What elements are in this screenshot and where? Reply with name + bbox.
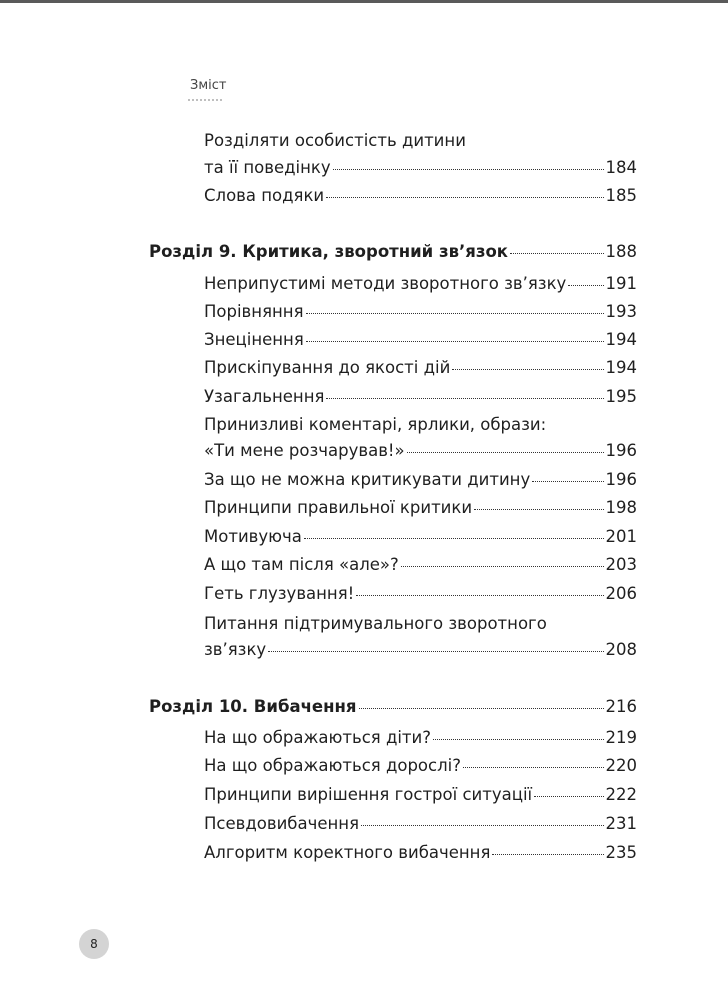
toc-entry-title: зв’язку (204, 640, 267, 659)
toc-entry-title: Геть глузування! (204, 584, 355, 603)
toc-chapter-title: Розділ 10. Вибачення (149, 697, 357, 716)
toc-entry-title: Знецінення (204, 330, 304, 349)
dot-leader (361, 825, 604, 826)
toc-entry-page: 191 (605, 274, 637, 293)
dot-leader (356, 595, 603, 596)
dot-leader (433, 739, 603, 740)
toc-entry (204, 302, 637, 322)
toc-entry-title-line: Питання підтримувального зворотного (204, 614, 547, 633)
toc-entry-title: На що ображаються діти? (204, 728, 432, 747)
toc-entry (204, 358, 637, 378)
toc-entry (204, 470, 637, 490)
toc-entry (204, 274, 637, 294)
toc-entry (204, 498, 637, 518)
toc-entry (204, 640, 637, 660)
toc-entry (204, 527, 637, 547)
dot-leader (407, 452, 604, 453)
toc-entry (204, 584, 637, 604)
toc-entry-title-line: Принизливі коментарі, ярлики, образи: (204, 415, 547, 434)
toc-chapter-page: 188 (605, 242, 637, 261)
toc-entry-title: «Ти мене розчарував!» (204, 441, 405, 460)
toc-entry-page: 184 (605, 158, 637, 177)
toc-entry-page: 196 (605, 470, 637, 489)
toc-entry-page: 220 (605, 756, 637, 775)
dot-leader (568, 285, 603, 286)
toc-entry-title: Мотивуюча (204, 527, 302, 546)
toc-entry-page: 222 (605, 785, 637, 804)
toc-chapter-page: 216 (605, 697, 637, 716)
toc-entry (204, 728, 637, 748)
toc-entry-page: 196 (605, 441, 637, 460)
toc-entry (204, 814, 637, 834)
toc-entry-page: 198 (605, 498, 637, 517)
dot-leader (333, 169, 604, 170)
toc-chapter-title: Розділ 9. Критика, зворотний зв’язок (149, 242, 509, 261)
toc-entry (204, 330, 637, 350)
top-border (0, 0, 728, 3)
toc-chapter (149, 697, 637, 717)
page-number-badge (79, 929, 109, 959)
toc-entry (204, 756, 637, 776)
toc-entry-title: Слова подяки (204, 186, 325, 205)
toc-entry-title: Псевдовибачення (204, 814, 359, 833)
toc-entry-page: 193 (605, 302, 637, 321)
toc-chapter (149, 242, 637, 262)
dot-leader (306, 313, 604, 314)
dot-leader (474, 509, 603, 510)
toc-entry-page: 195 (605, 387, 637, 406)
toc-entry-title: Принципи правильної критики (204, 498, 473, 517)
toc-entry-title: За що не можна критикувати дитину (204, 470, 531, 489)
toc-entry (204, 441, 637, 461)
toc-entry (204, 785, 637, 805)
toc-entry-page: 231 (605, 814, 637, 833)
dot-leader (326, 197, 603, 198)
dot-leader (306, 341, 604, 342)
toc-entry-page: 219 (605, 728, 637, 747)
toc-entry-title: Порівняння (204, 302, 304, 321)
toc-entry (204, 843, 637, 863)
dot-leader (326, 398, 603, 399)
dot-leader (492, 854, 603, 855)
running-head-underline (188, 99, 224, 101)
toc-entry (204, 186, 637, 206)
toc-entry-page: 194 (605, 358, 637, 377)
toc-entry-title: та її поведінку (204, 158, 331, 177)
running-head: Зміст (190, 78, 227, 93)
dot-leader (510, 253, 603, 254)
toc-entry-title: Прискіпування до якості дій (204, 358, 451, 377)
toc-entry (204, 158, 637, 178)
toc-entry (204, 387, 637, 407)
toc-entry-title: На що ображаються дорослі? (204, 756, 461, 775)
dot-leader (463, 767, 604, 768)
toc-entry-title: Алгоритм коректного вибачення (204, 843, 491, 862)
toc-entry-page: 208 (605, 640, 637, 659)
toc-entry-title: Узагальнення (204, 387, 325, 406)
toc-entry-page: 194 (605, 330, 637, 349)
dot-leader (401, 566, 604, 567)
toc-entry (204, 555, 637, 575)
toc-entry-title: Принципи вирішення гострої ситуації (204, 785, 533, 804)
toc-entry-title: Неприпустимі методи зворотного зв’язку (204, 274, 567, 293)
dot-leader (268, 651, 603, 652)
dot-leader (534, 796, 603, 797)
page-number: 8 (90, 937, 98, 951)
toc-entry-page: 235 (605, 843, 637, 862)
dot-leader (304, 538, 604, 539)
dot-leader (359, 708, 604, 709)
toc-entry-page: 201 (605, 527, 637, 546)
toc-entry-title: А що там після «але»? (204, 555, 399, 574)
toc-entry-title-line: Розділяти особистість дитини (204, 131, 466, 150)
dot-leader (452, 369, 603, 370)
toc-entry-page: 203 (605, 555, 637, 574)
toc-entry-page: 206 (605, 584, 637, 603)
toc-entry-page: 185 (605, 186, 637, 205)
dot-leader (532, 481, 603, 482)
